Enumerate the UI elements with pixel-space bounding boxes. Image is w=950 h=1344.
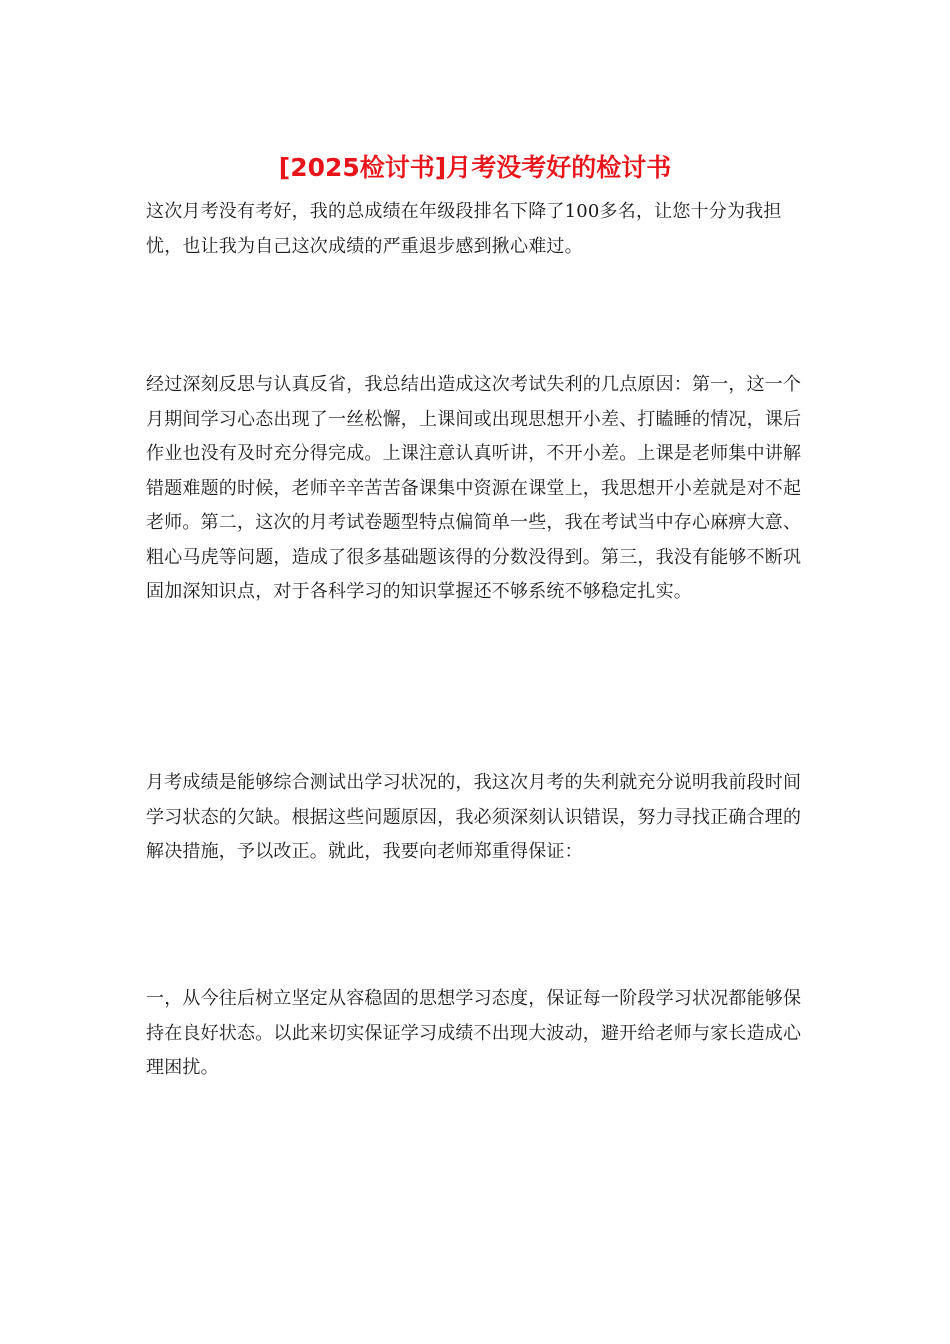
paragraph-1: 这次月考没有考好，我的总成绩在年级段排名下降了100多名，让您十分为我担忧，也让我为自己这次成绩的严重退步感到揪心难过。 [146,201,782,257]
paragraph-2: 经过深刻反思与认真反省，我总结出造成这次考试失利的几点原因：第一，这一个月期间学习心态出现了一丝松懈，上课间或出现思想开小差、打瞌睡的情况，课后作业也没有及时充分得完成。上课注意认真听讲，不开小差。上课是老师集中讲解错题难题的时候，老师辛辛苦苦备课集中资源在课堂上，我思想开小差就是对不起老师。第二，这次的月考试卷题型特点偏简单一些，我在考试当中存心麻痹大意、粗心马虎等问题，造成了很多基础题该得的分数没得到。第三，我没有能够不断巩固加深知识点，对于各科学习的知识掌握还不够系统不够稳定扎实。 [146,374,802,602]
document-title: [2025检讨书]月考没考好的检讨书 [278,153,672,182]
paragraph-4: 一，从今往后树立坚定从容稳固的思想学习态度，保证每一阶段学习状况都能够保持在良好状态。以此来切实保证学习成绩不出现大波动，避开给老师与家长造成心理困扰。 [146,988,802,1078]
paragraph-3: 月考成绩是能够综合测试出学习状况的，我这次月考的失利就充分说明我前段时间学习状态的欠缺。根据这些问题原因，我必须深刻认识错误，努力寻找正确合理的解决措施，予以改正。就此，我要向老师郑重得保证： [146,772,802,862]
